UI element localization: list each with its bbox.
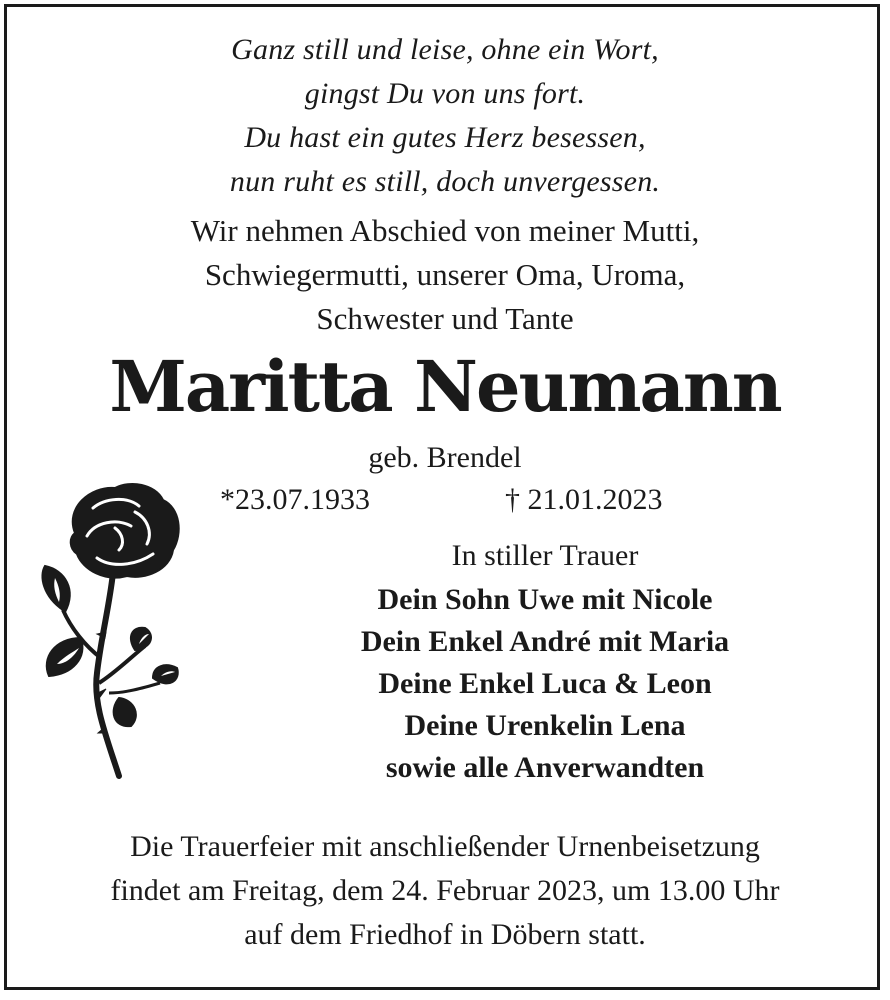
service-line: auf dem Friedhof in Döbern statt. <box>244 918 646 951</box>
farewell-intro <box>0 209 890 341</box>
poem-line: nun ruht es still, doch unvergessen. <box>229 165 661 198</box>
poem <box>0 28 890 204</box>
service-line: Die Trauerfeier mit anschließender Urnenbeisetzung <box>130 830 760 863</box>
intro-line: Wir nehmen Abschied von meiner Mutti, <box>190 213 700 248</box>
mourner-entry: sowie alle Anverwandten <box>385 751 705 784</box>
poem-line: Ganz still und leise, ohne ein Wort, <box>231 33 659 66</box>
poem-line: Du hast ein gutes Herz besessen, <box>244 121 646 154</box>
rose-icon <box>35 478 195 783</box>
mourner-entry: Deine Enkel Luca & Leon <box>378 667 712 700</box>
death-date: † 21.01.2023 <box>505 483 663 516</box>
service-announcement <box>0 825 890 957</box>
intro-line: Schwester und Tante <box>316 301 574 336</box>
mourners-list <box>200 579 890 789</box>
poem-line: gingst Du von uns fort. <box>304 77 586 110</box>
birth-name: geb. Brendel <box>368 441 522 474</box>
service-line: findet am Freitag, dem 24. Februar 2023, um 13.00 Uhr <box>110 874 780 907</box>
mourner-entry: Dein Enkel André mit Maria <box>360 625 730 658</box>
mourner-entry: Deine Urenkelin Lena <box>404 709 686 742</box>
mourning-intro: In stiller Trauer <box>451 539 639 572</box>
birth-date: *23.07.1933 <box>220 483 370 516</box>
intro-line: Schwiegermutti, unserer Oma, Uroma, <box>204 257 686 292</box>
deceased-name: Maritta Neumann <box>109 345 781 428</box>
mourner-entry: Dein Sohn Uwe mit Nicole <box>377 583 713 616</box>
